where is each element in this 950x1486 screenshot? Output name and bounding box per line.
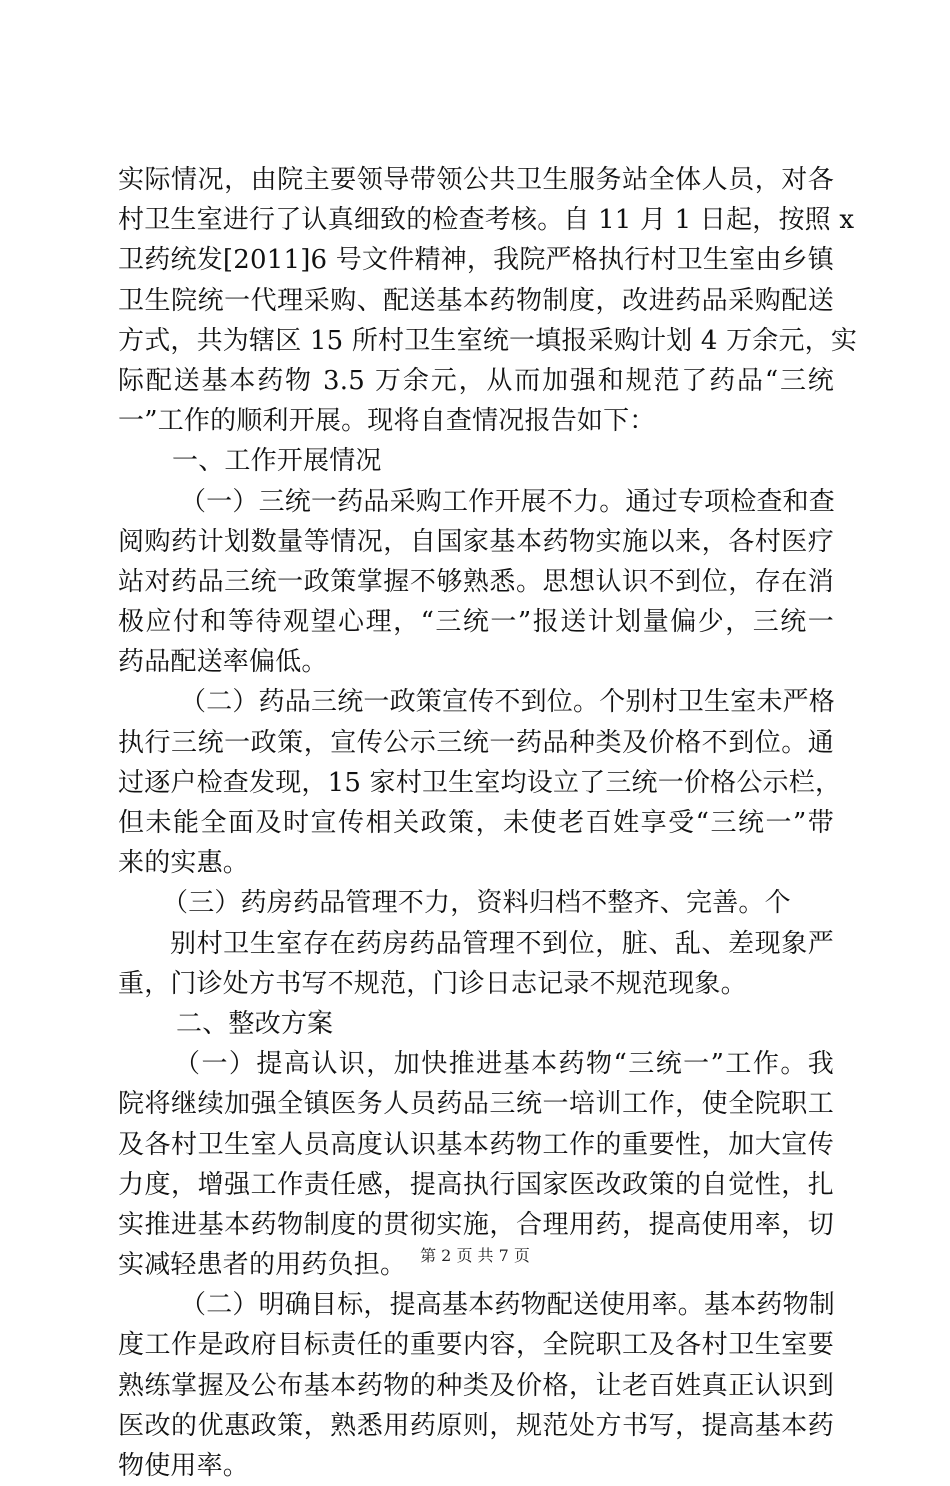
text-line: 村卫生室进行了认真细致的检查考核。自 11 月 1 日起，按照 x xyxy=(118,205,855,236)
document-body xyxy=(118,160,858,1486)
text-line: 一”工作的顺利开展。现将自查情况报告如下： xyxy=(118,406,656,437)
text-line: 际配送基本药物 3.5 万余元，从而加强和规范了药品“三统 xyxy=(118,365,834,396)
text-line: 实际情况，由院主要领导带领公共卫生服务站全体人员，对各 xyxy=(118,165,834,195)
text-line: （三）药房药品管理不力，资料归档不整齐、完善。个 xyxy=(162,888,791,919)
text-line: 卫生院统一代理采购、配送基本药物制度，改进药品采购配送 xyxy=(118,285,834,316)
text-line: 卫药统发[2011]6 号文件精神，我院严格执行村卫生室由乡镇 xyxy=(118,245,834,276)
text-line: 实推进基本药物制度的贯彻实施，合理用药，提高使用率，切 xyxy=(118,1209,834,1240)
page-number: 第 2 页 共 7 页 xyxy=(420,1246,530,1265)
text-line: 一、工作开展情况 xyxy=(172,446,382,477)
text-line: 别村卫生室存在药房药品管理不到位，脏、乱、差现象严 xyxy=(170,928,834,959)
text-line: （二）药品三统一政策宣传不到位。个别村卫生室未严格 xyxy=(180,687,836,718)
text-line: 实减轻患者的用药负担。 xyxy=(118,1250,407,1281)
text-line: 重，门诊处方书写不规范，门诊日志记录不规范现象。 xyxy=(118,968,747,999)
text-line: 执行三统一政策，宣传公示三统一药品种类及价格不到位。通 xyxy=(118,727,834,758)
text-line: 极应付和等待观望心理，“三统一”报送计划量偏少，三统一 xyxy=(118,607,834,638)
text-line: 熟练掌握及公布基本药物的种类及价格，让老百姓真正认识到 xyxy=(118,1370,834,1401)
text-line: 及各村卫生室人员高度认识基本药物工作的重要性，加大宣传 xyxy=(118,1129,834,1160)
text-line: 但未能全面及时宣传相关政策，未使老百姓享受“三统一”带 xyxy=(118,808,834,838)
text-line: 力度，增强工作责任感，提高执行国家医改政策的自觉性，扎 xyxy=(118,1169,834,1200)
text-line: （一）提高认识，加快推进基本药物“三统一”工作。我 xyxy=(174,1049,834,1080)
text-line: 方式，共为辖区 15 所村卫生室统一填报采购计划 4 万余元，实 xyxy=(118,325,858,356)
text-line: 药品配送率偏低。 xyxy=(118,647,328,678)
text-line: 医改的优惠政策，熟悉用药原则，规范处方书写，提高基本药 xyxy=(118,1410,834,1441)
text-line: （二）明确目标，提高基本药物配送使用率。基本药物制 xyxy=(180,1290,836,1321)
text-line: 二、整改方案 xyxy=(176,1008,334,1039)
text-line: 阅购药计划数量等情况，自国家基本药物实施以来，各村医疗 xyxy=(118,526,834,557)
text-line: 院将继续加强全镇医务人员药品三统一培训工作，使全院职工 xyxy=(118,1089,834,1120)
text-line: 度工作是政府目标责任的重要内容，全院职工及各村卫生室要 xyxy=(118,1330,834,1361)
text-line: 物使用率。 xyxy=(118,1451,250,1481)
text-line: 来的实惠。 xyxy=(118,848,250,879)
text-line: （一）三统一药品采购工作开展不力。通过专项检查和查 xyxy=(180,486,836,517)
text-line: 过逐户检查发现，15 家村卫生室均设立了三统一价格公示栏， xyxy=(118,767,842,798)
text-line: 站对药品三统一政策掌握不够熟悉。思想认识不到位，存在消 xyxy=(118,566,834,597)
